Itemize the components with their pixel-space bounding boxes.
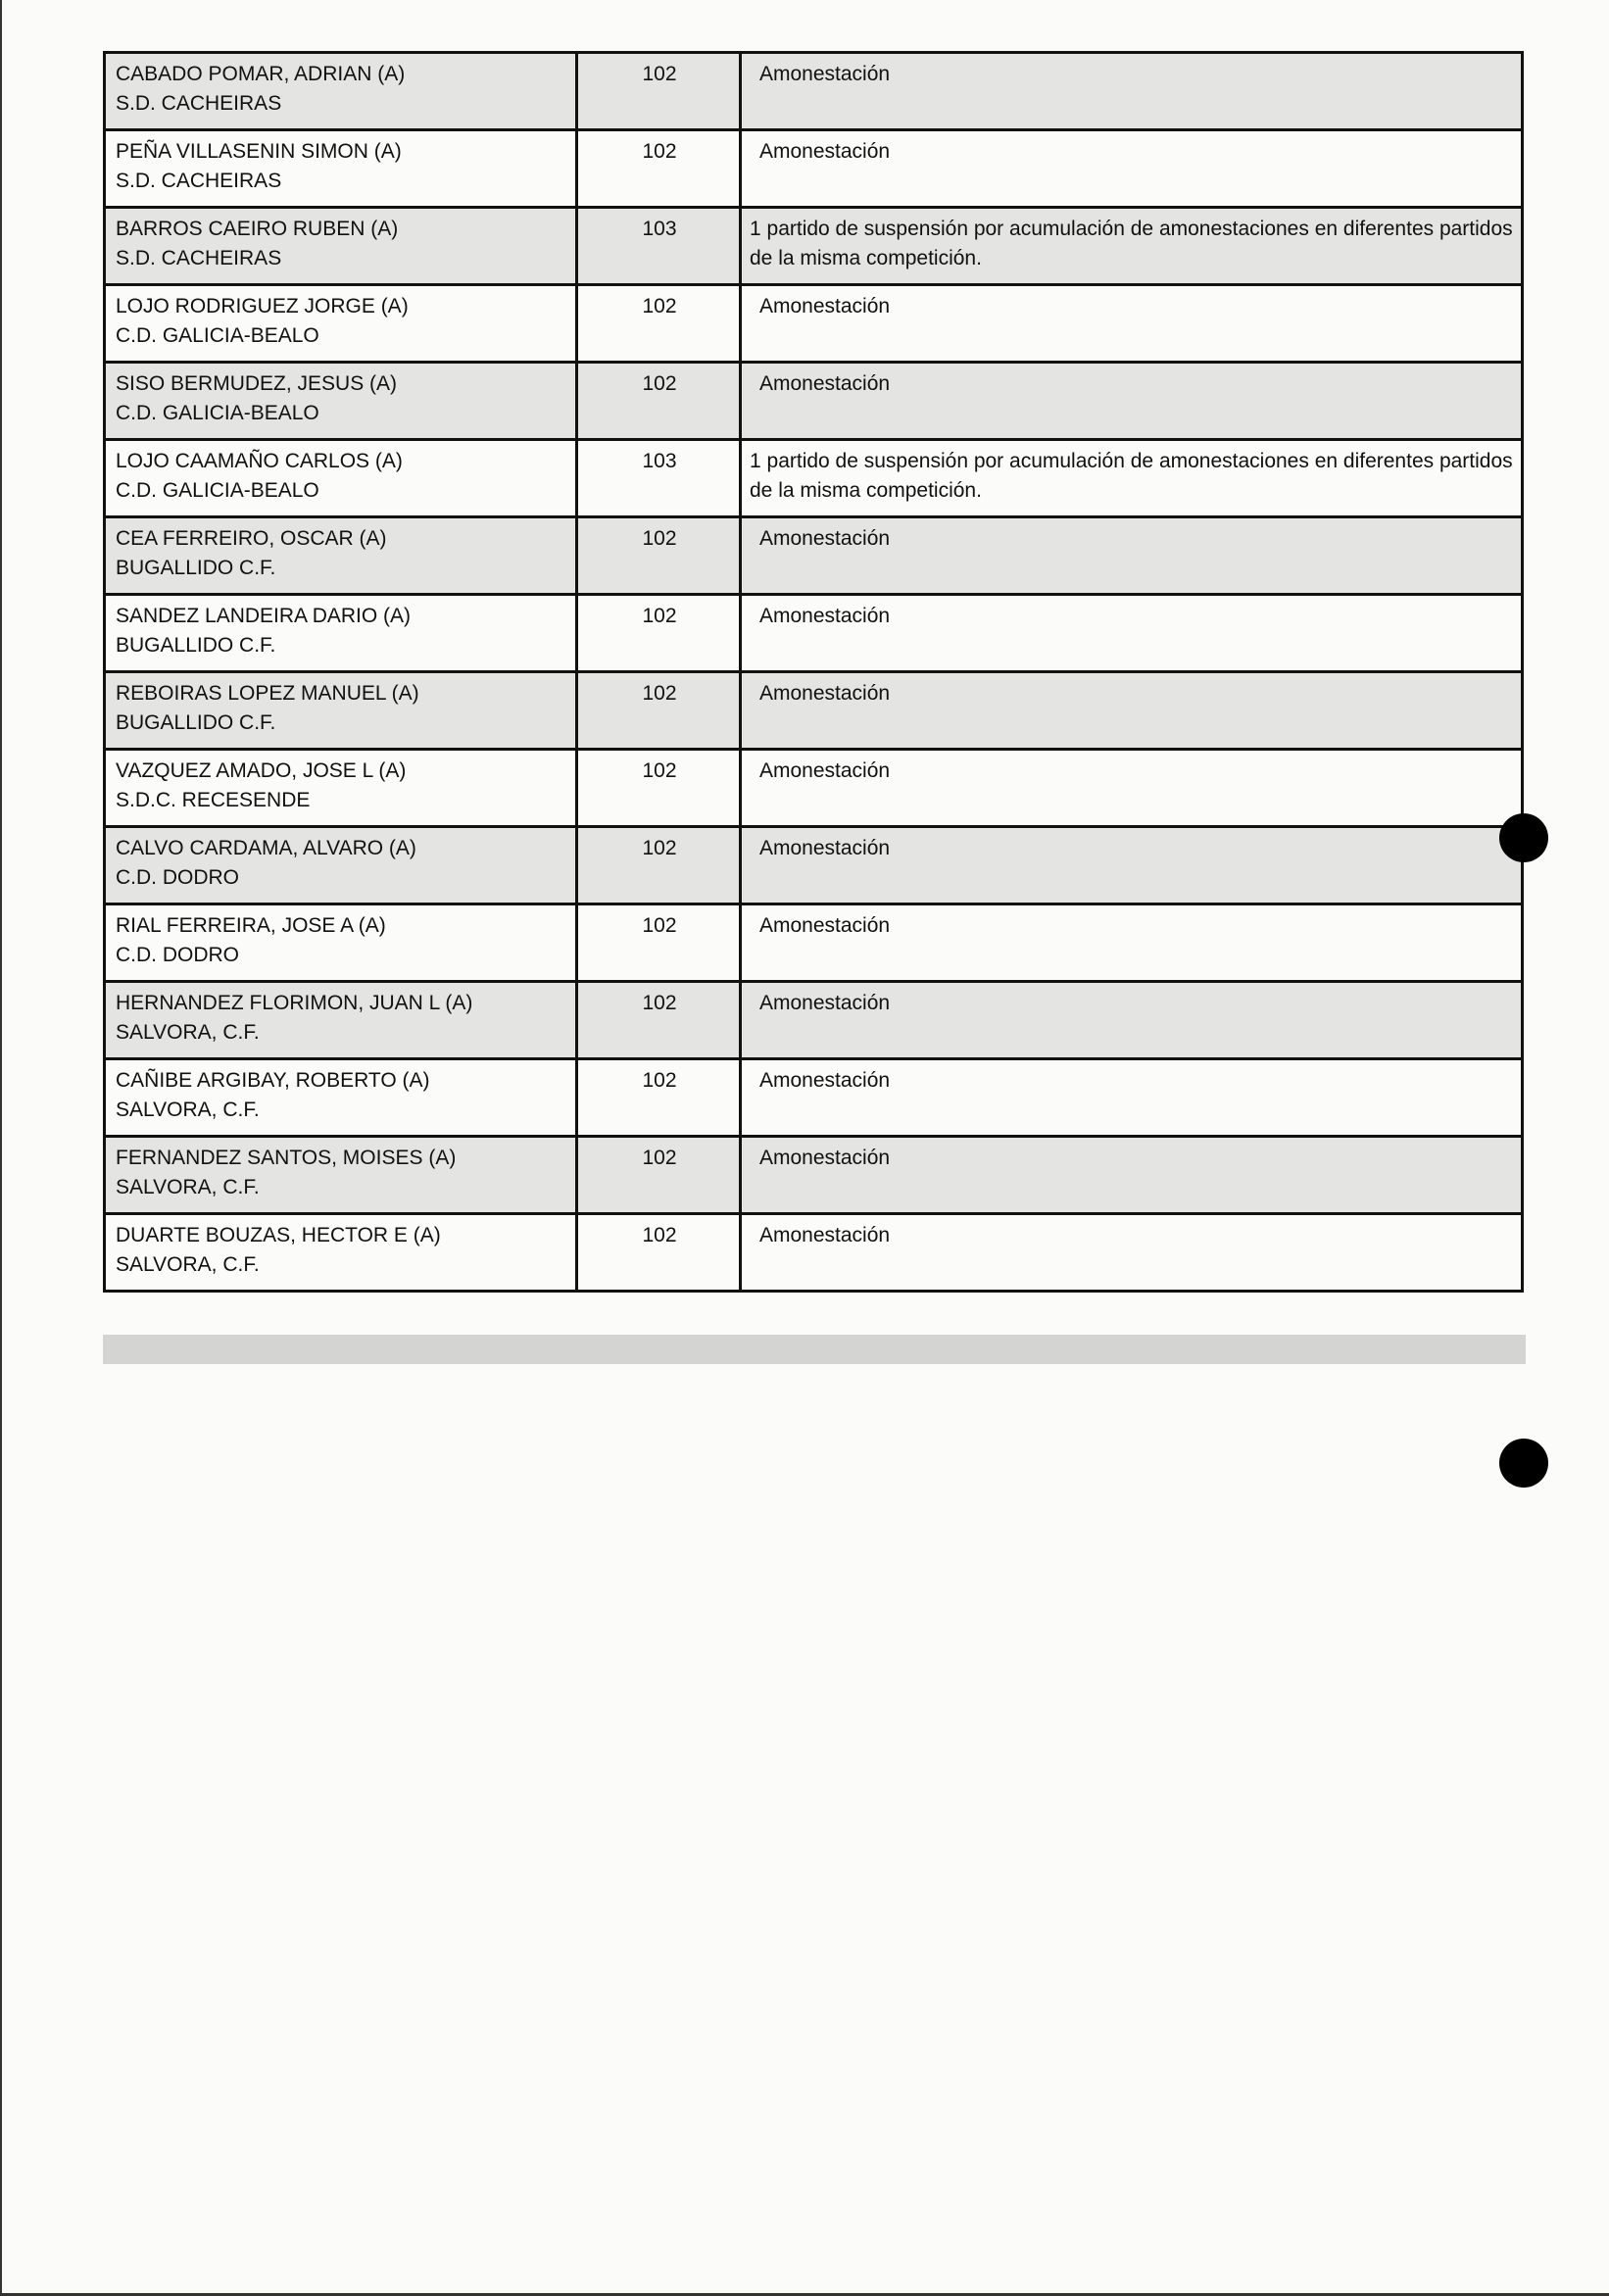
club-name: BUGALLIDO C.F. xyxy=(116,557,276,579)
club-name: S.D. CACHEIRAS xyxy=(116,247,282,269)
table-row xyxy=(105,672,1523,750)
player-name: FERNANDEZ SANTOS, MOISES (A) xyxy=(116,1147,457,1169)
sanction-cell: Amonestación xyxy=(741,904,1523,982)
sanction-cell: Amonestación xyxy=(741,1059,1523,1137)
code-cell: 102 xyxy=(577,595,741,672)
table-row xyxy=(105,1059,1523,1137)
sanction-cell: Amonestación xyxy=(741,672,1523,750)
club-name: C.D. GALICIA-BEALO xyxy=(116,324,319,347)
code-cell: 102 xyxy=(577,1214,741,1292)
player-cell xyxy=(105,1137,577,1214)
sanction-cell: Amonestación xyxy=(741,363,1523,440)
player-cell xyxy=(105,517,577,595)
club-name: S.D. CACHEIRAS xyxy=(116,170,282,192)
table-row xyxy=(105,904,1523,982)
player-name: VAZQUEZ AMADO, JOSE L (A) xyxy=(116,759,407,782)
player-name: CALVO CARDAMA, ALVARO (A) xyxy=(116,837,416,859)
club-name: C.D. DODRO xyxy=(116,866,239,889)
player-cell xyxy=(105,285,577,363)
table-row xyxy=(105,750,1523,827)
code-cell: 103 xyxy=(577,440,741,517)
club-name: C.D. DODRO xyxy=(116,944,239,966)
code-cell: 102 xyxy=(577,827,741,904)
code-cell: 102 xyxy=(577,1059,741,1137)
player-name: HERNANDEZ FLORIMON, JUAN L (A) xyxy=(116,992,473,1014)
sanctions-table xyxy=(103,51,1524,1293)
club-name: SALVORA, C.F. xyxy=(116,1253,260,1276)
table-row xyxy=(105,208,1523,285)
player-cell xyxy=(105,904,577,982)
table-row xyxy=(105,827,1523,904)
punch-hole-mark xyxy=(1499,813,1548,862)
player-cell xyxy=(105,1214,577,1292)
code-cell: 102 xyxy=(577,130,741,208)
code-cell: 102 xyxy=(577,750,741,827)
sanction-cell: 1 partido de suspensión por acumulación de amonestaciones en diferentes partidos de la misma competición. xyxy=(741,208,1523,285)
code-cell: 102 xyxy=(577,517,741,595)
player-name: DUARTE BOUZAS, HECTOR E (A) xyxy=(116,1224,441,1246)
table-row xyxy=(105,130,1523,208)
player-cell xyxy=(105,130,577,208)
player-cell xyxy=(105,750,577,827)
player-cell xyxy=(105,53,577,130)
punch-hole-mark xyxy=(1499,1439,1548,1488)
table-row xyxy=(105,517,1523,595)
player-name: LOJO RODRIGUEZ JORGE (A) xyxy=(116,295,409,318)
code-cell: 102 xyxy=(577,904,741,982)
player-cell xyxy=(105,982,577,1059)
sanction-cell: Amonestación xyxy=(741,1137,1523,1214)
sanction-cell: Amonestación xyxy=(741,517,1523,595)
club-name: S.D.C. RECESENDE xyxy=(116,789,311,811)
code-cell: 102 xyxy=(577,363,741,440)
sanction-cell: Amonestación xyxy=(741,827,1523,904)
player-name: RIAL FERREIRA, JOSE A (A) xyxy=(116,914,386,937)
player-name: CABADO POMAR, ADRIAN (A) xyxy=(116,63,406,85)
table-row xyxy=(105,363,1523,440)
player-cell xyxy=(105,827,577,904)
player-name: PEÑA VILLASENIN SIMON (A) xyxy=(116,140,402,163)
club-name: SALVORA, C.F. xyxy=(116,1176,260,1198)
player-cell xyxy=(105,1059,577,1137)
sanction-cell: Amonestación xyxy=(741,750,1523,827)
club-name: C.D. GALICIA-BEALO xyxy=(116,402,319,424)
club-name: SALVORA, C.F. xyxy=(116,1099,260,1121)
player-cell xyxy=(105,672,577,750)
code-cell: 102 xyxy=(577,672,741,750)
player-name: BARROS CAEIRO RUBEN (A) xyxy=(116,218,399,240)
table-row xyxy=(105,285,1523,363)
player-name: SISO BERMUDEZ, JESUS (A) xyxy=(116,372,398,395)
club-name: BUGALLIDO C.F. xyxy=(116,711,276,734)
sanction-cell: Amonestación xyxy=(741,285,1523,363)
player-name: SANDEZ LANDEIRA DARIO (A) xyxy=(116,605,412,627)
sanction-cell: Amonestación xyxy=(741,130,1523,208)
table-footer-strip xyxy=(103,1335,1526,1364)
sanction-cell: Amonestación xyxy=(741,982,1523,1059)
code-cell: 102 xyxy=(577,982,741,1059)
table-row xyxy=(105,595,1523,672)
sanction-cell: Amonestación xyxy=(741,595,1523,672)
code-cell: 103 xyxy=(577,208,741,285)
player-cell xyxy=(105,595,577,672)
player-name: CAÑIBE ARGIBAY, ROBERTO (A) xyxy=(116,1069,430,1092)
club-name: C.D. GALICIA-BEALO xyxy=(116,479,319,502)
player-name: CEA FERREIRO, OSCAR (A) xyxy=(116,527,387,550)
table-row xyxy=(105,982,1523,1059)
code-cell: 102 xyxy=(577,53,741,130)
table-row xyxy=(105,1137,1523,1214)
club-name: BUGALLIDO C.F. xyxy=(116,634,276,657)
sanction-cell: Amonestación xyxy=(741,53,1523,130)
player-name: LOJO CAAMAÑO CARLOS (A) xyxy=(116,450,403,472)
table-row xyxy=(105,1214,1523,1292)
player-cell xyxy=(105,363,577,440)
table-row xyxy=(105,440,1523,517)
table-row xyxy=(105,53,1523,130)
sanction-cell: 1 partido de suspensión por acumulación de amonestaciones en diferentes partidos de la misma competición. xyxy=(741,440,1523,517)
sanction-cell: Amonestación xyxy=(741,1214,1523,1292)
player-name: REBOIRAS LOPEZ MANUEL (A) xyxy=(116,682,419,705)
code-cell: 102 xyxy=(577,285,741,363)
player-cell xyxy=(105,208,577,285)
player-cell xyxy=(105,440,577,517)
club-name: S.D. CACHEIRAS xyxy=(116,92,282,115)
code-cell: 102 xyxy=(577,1137,741,1214)
club-name: SALVORA, C.F. xyxy=(116,1021,260,1044)
